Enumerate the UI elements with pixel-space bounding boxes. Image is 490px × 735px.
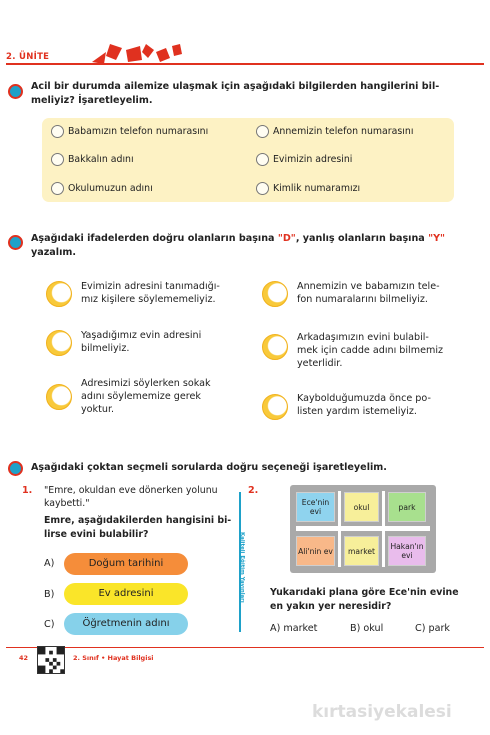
option-a-letter: A) [44,558,55,569]
statement-6: Kaybolduğumuzda önce po- listen yardım istemeliyiz. [297,393,431,417]
qr-code-icon [37,646,65,674]
page-number: 42 [19,654,29,662]
statement-5: Adresimizi söylerken sokak adını söylememize gerek yoktur. [81,378,211,415]
question-icon [8,84,23,99]
checkbox-circle[interactable] [51,125,64,138]
question-3-text: Aşağıdaki çoktan seçmeli sorularda doğru seçeneği işaretleyelim. [31,462,387,473]
map-ali-home: Ali'nin ev [296,536,335,566]
option-id-number[interactable]: Kimlik numaramızı [256,181,360,195]
option-home-address[interactable]: Evimizin adresini [256,152,352,166]
option-c-pill[interactable]: Öğretmenin adını [64,613,188,635]
answer-b[interactable]: B) okul [350,623,384,634]
option-father-phone[interactable]: Babamızın telefon numarasını [51,124,208,138]
book-title: 2. Sınıf • Hayat Bilgisi [73,654,154,662]
item-1-number: 1. [22,485,33,496]
checkbox-circle[interactable] [51,182,64,195]
map-hakan-home: Hakan'ın evi [388,536,426,566]
checkbox-circle[interactable] [51,153,64,166]
question-1-text: Acil bir durumda ailemize ulaşmak için aşağıdaki bilgilerden hangilerini bil- meliyiz? İşaretleyelim. [31,81,440,106]
option-grocer-name[interactable]: Bakkalın adını [51,152,134,166]
neighborhood-map [290,485,436,573]
watermark: kırtasiyekalesi [312,702,452,722]
answer-badge[interactable] [262,394,288,420]
road-vertical [382,491,385,567]
answer-badge[interactable] [46,384,72,410]
statement-2: Annemizin ve babamızın tele- fon numaralarını bilmeliyiz. [297,281,440,305]
item-2-number: 2. [248,485,259,496]
statement-3: Yaşadığımız evin adresini bilmeliyiz. [81,330,202,354]
answer-a[interactable]: A) market [270,623,318,634]
checkbox-circle[interactable] [256,182,269,195]
answer-badge[interactable] [262,334,288,360]
statement-4: Arkadaşımızın evini bulabil- mek için cadde adını bilmemiz yeterlidir. [297,332,444,369]
answer-c[interactable]: C) park [415,623,450,634]
answer-badge[interactable] [46,281,72,307]
road-vertical [338,491,341,567]
unit-divider [6,63,484,65]
publisher-side-text: Kaliteli Eğitim Yayınları [239,532,245,603]
question-icon [8,461,23,476]
option-b-letter: B) [44,589,55,600]
option-b-pill[interactable]: Ev adresini [64,583,188,605]
question-icon [8,235,23,250]
map-school: okul [344,492,379,522]
map-ece-home: Ece'nin evi [296,492,335,522]
answer-badge[interactable] [262,281,288,307]
checkbox-circle[interactable] [256,125,269,138]
item-2-question: Yukarıdaki plana göre Ece'nin evine en yakın yer neresidir? [270,587,459,612]
checkbox-circle[interactable] [256,153,269,166]
road-horizontal [296,526,430,531]
option-school-name[interactable]: Okulumuzun adını [51,181,153,195]
option-c-letter: C) [44,619,55,630]
option-a-pill[interactable]: Doğum tarihini [64,553,188,575]
option-mother-phone[interactable]: Annemizin telefon numarasını [256,124,413,138]
footer-divider [6,647,484,648]
question-2-text: Aşağıdaki ifadelerden doğru olanların başına "D", yanlış olanların başına "Y" yazalım. [31,233,446,258]
statement-1: Evimizin adresini tanımadığı- mız kişilere söylememeliyiz. [81,281,220,305]
unit-label: 2. ÜNİTE [6,52,50,62]
decorative-shapes [92,42,222,64]
item-1-question: Emre, aşağıdakilerden hangisini bi- lirse evini bulabilir? [44,515,232,540]
map-market: market [344,536,379,566]
item-1-quote: "Emre, okuldan eve dönerken yolunu kaybetti." [44,485,218,509]
map-park: park [388,492,426,522]
answer-badge[interactable] [46,330,72,356]
